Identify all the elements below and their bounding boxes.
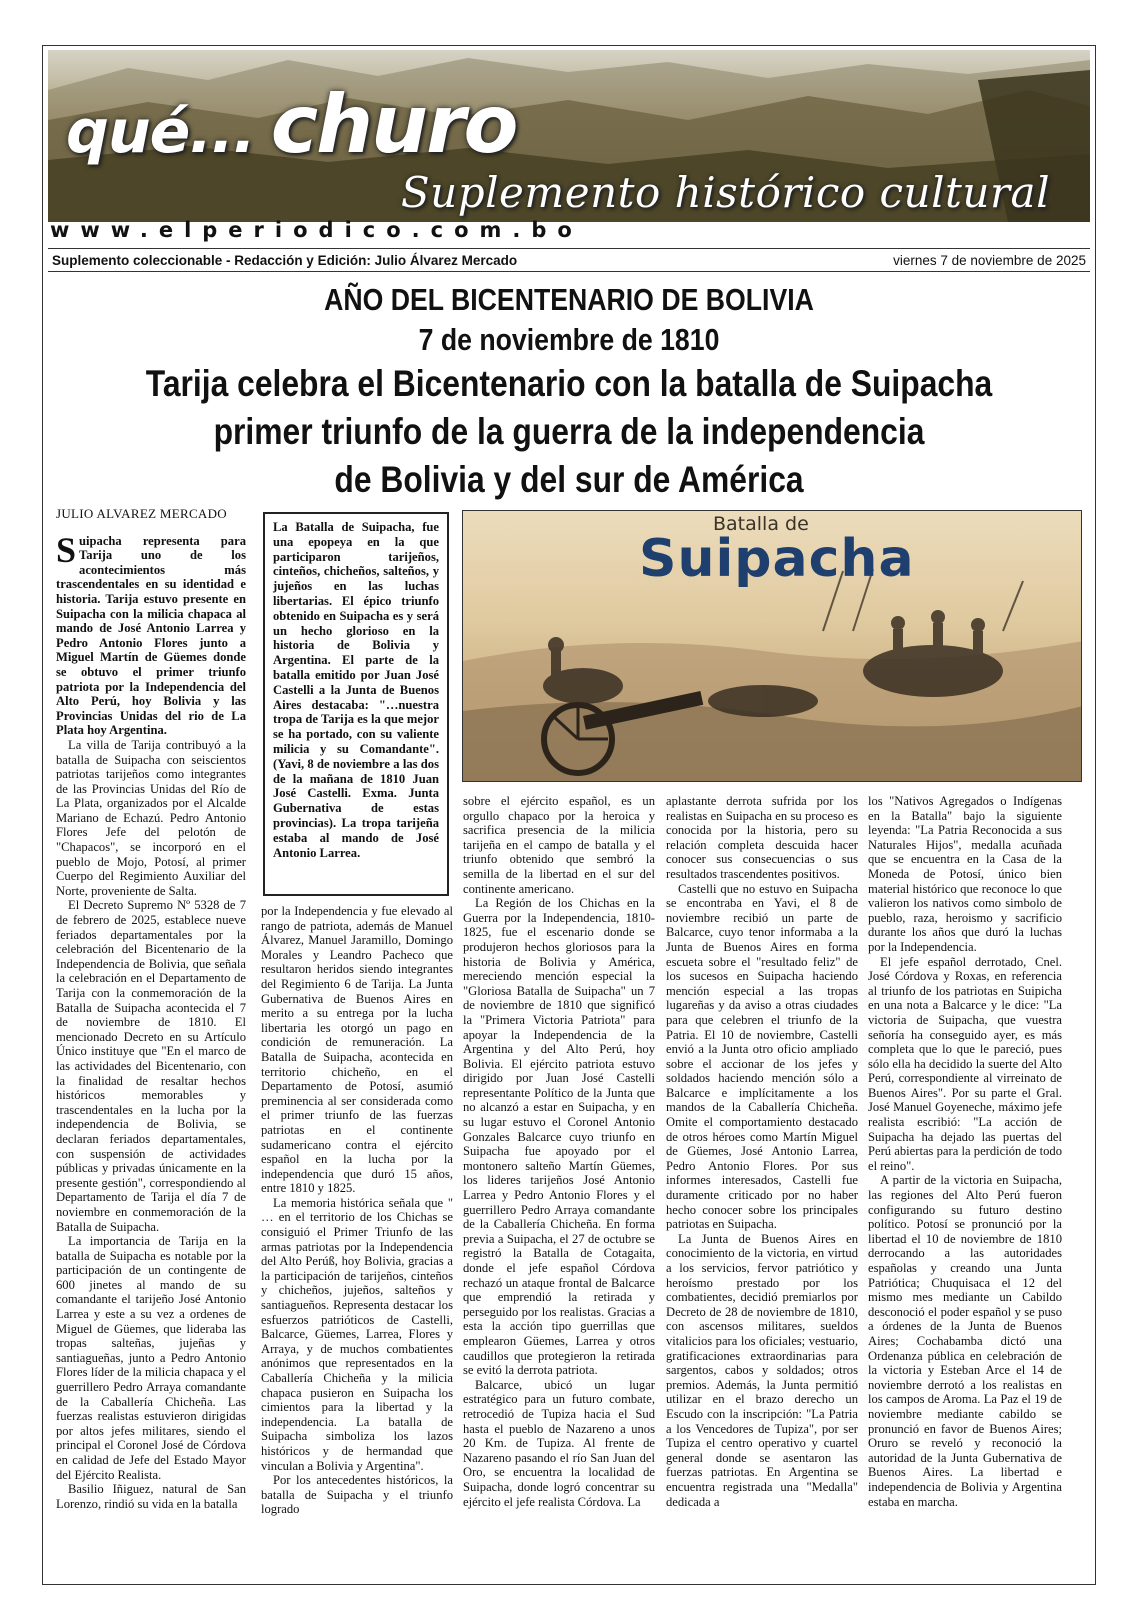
paragraph: los "Nativos Agregados o Indígenas en la Batalla" bajo la siguiente leyenda: "La Patria Reconocida a sus Naturales Hijos", medalla acuñada que se encuentra en la Casa de la Moneda de Potosí, único bien material histórico que reconoce lo que valieron los nativos como simbolo de pueblo, raza, heroismo y sacrificio durante los años que duró la luchas por la Independencia.	[868, 794, 1062, 954]
paragraph: La Junta de Buenos Aires en conocimiento de la victoria, en virtud a los servicios, fervor patriótico y heroísmo prestado por los combatientes, decidió premiarlos por Decreto de 28 de noviembre de 1810, con ascensos militares, sueldos vitalicios para los oficiales; vestuario, gratificaciones extraordinarias para sargentos, cabos y soldados; otros premios. Además, la Junta permitió utilizar en el brazo derecho un Escudo con la inscripción: "La Patria a los Vencedores de Tupiza", por ser Tupiza el centro operativo y cuartel general donde se asentaron las fuerzas patriotas. En Argentina se encuentra registrada una "Medalla" dedicada a	[666, 1231, 858, 1509]
paragraph: Basilio Iñiguez, natural de San Lorenzo, rindió su vida en la batalla	[56, 1482, 246, 1511]
paragraph: La Región de los Chichas en la Guerra por la Independencia, 1810-1825, fue el escenario donde se produjeron hechos gloriosos para la historia de Bolivia y América, mereciendo mención especial la "Gloriosa Batalla de Suipacha" un 7 de noviembre de 1810 que significó la "Primera Victoria Patriota" para apoyar la Independencia de la Argentina y del Alto Perú, hoy Bolivia. El ejército patriota estuvo dirigido por Juan José Castelli representante Político de la Junta que no alcanzó a estar en Suipacha, y en su lugar estuvo el Coronel Antonio Gonzales Balcarce cuyo triunfo en Suipacha fue apoyado por el montonero salteño Martín Güemes, los lideres tarijeños José Antonio Larrea y Pedro Antonio Flores y el guerrillero Pedro Arraya comandante de la Caballería Chicheña. En forma previa a Suipacha, el 27 de octubre se registró la Batalla de Cotagaita, donde el jefe español Córdova rechazó un ataque frontal de Balcarce que emprendió la retirada y perseguido por los realistas. Gracias a esta la acción tipo guerrillas que emplearon Güemes, Larrea y otros caudillos que protegieron la retirada se evitó la derrota patriota.	[463, 896, 655, 1378]
supplement-credit: Suplemento coleccionable - Redacción y Edición: Julio Álvarez Mercado	[52, 252, 518, 268]
paragraph: Balcarce, ubicó un lugar estratégico para un futuro combate, retrocedió de Tupiza hacia el Sud hasta el pueblo de Nazareno a unos 20 Km. de Tupiza. Al frente de Nazareno pasando el río San Juan del Oro, se encuentra la localidad de Suipacha, donde logró concentrar su ejército el jefe realista Córdova. La	[463, 1377, 655, 1509]
article-column-2	[261, 904, 453, 1582]
paragraph: La memoria histórica señala que " … en el territorio de los Chichas se consiguió el Primer Triunfo de las armas patriotas por la Independencia del Alto Perúß, hoy Bolivia, gracias a la participación de tarijeños, cinteños y chicheños, jujeños, salteños y santiagueños. Representa destacar los esfuerzos patrióticos de Castelli, Balcarce, Güemes, Larrea, Flores y Arraya, y de muchos combatientes anónimos que representados en la Caballería Chicheña y la milicia chapaca pusieron en Suipacha los cimientos para la libertad y la independencia. La batalla de Suipacha simboliza los lazos históricos y de hermandad que vinculan a Bolivia y Argentina".	[261, 1195, 453, 1473]
headline-line-3: Tarija celebra el Bicentenario con la batalla de Suipacha	[145, 363, 993, 404]
headline	[48, 280, 1090, 504]
highlight-box: La Batalla de Suipacha, fue una epopeya en la que participaron tarijeños, cinteños, chicheños, salteños, y jujeños en las luchas libertarias. El épico triunfo obtenido en Suipacha es y será un hecho glorioso en la historia de Bolivia y Argentina. El parte de la batalla emitido por Juan José Castelli a la Junta de Buenos Aires destacaba: "…nuestra tropa de Tarija es la que mejor se ha portado, con su valiente milicia y su Comandante". (Yavi, 8 de noviembre a las dos de la mañana de 1810 Juan José Castelli. Exma. Junta Gubernativa de estas provincias). La tropa tarijeña estaba al mando de José Antonio Larrea.	[263, 512, 449, 896]
headline-line-4: primer triunfo de la guerra de la independencia	[213, 411, 925, 452]
article-column-1	[56, 507, 246, 1582]
paragraph: sobre el ejército español, es un orgullo chapaco por la heroica y sacrifica presencia de la milicia tarijeña en el campo de batalla y el triunfo obtenido que sembró la semilla de la libertad en el sur del continente americano.	[463, 794, 655, 896]
info-bar	[48, 248, 1090, 272]
headline-line-5: de Bolivia y del sur de América	[334, 459, 804, 500]
tagline: Suplemento histórico cultural	[400, 168, 1050, 217]
article-column-5	[868, 794, 1062, 1582]
logo	[66, 78, 517, 171]
lead-text: uipacha representa para Tarija uno de los acontecimientos más trascendentales en su identidad e historia. Tarija estuvo presente en Suipacha con la milicia chapaca al mando de José Antonio Larrea y Pedro Antonio Flores junto a Miguel Martín de Güemes donde se obtuvo el primer triunfo patriota por la Independencia del Alto Perú, hoy Bolivia y las Provincias Unidas del rio de La Plata hoy Argentina.	[56, 533, 246, 738]
image-title-small: Batalla de	[713, 513, 809, 535]
logo-text-part2: churo	[270, 78, 517, 171]
article-column-4	[666, 794, 858, 1582]
issue-date: viernes 7 de noviembre de 2025	[893, 252, 1086, 268]
article-column-3	[463, 794, 655, 1582]
paragraph: La importancia de Tarija en la batalla de Suipacha es notable por la participación de un contingente de 600 jinetes al mando de su comandante el tarijeño José Antonio Larrea y este a su vez a ordenes de Miguel de Güemes, que lideraba las tropas salteñas, jujeñas y santiagueñas, junto a Pedro Antonio Flores líder de la milicia chapaca y el guerrillero Pedro Arraya comandante de la Caballería Chicheña. Las fuerzas realistas estuvieron dirigidas por altos jefes militares, siendo el principal el Coronel José de Córdova en calidad de Jefe del Estado Mayor del Ejército Realista.	[56, 1234, 246, 1482]
headline-line-1: AÑO DEL BICENTENARIO DE BOLIVIA	[324, 282, 814, 317]
paragraph: aplastante derrota sufrida por los realistas en Suipacha en su proceso es conocida por la historia, pero su relación completa descuida hacer conocer sus consecuencias o sus resultados trascendentes positivos.	[666, 794, 858, 881]
logo-text-part1: qué...	[66, 97, 255, 167]
image-title-big: Suipacha	[639, 529, 915, 589]
paragraph: por la Independencia y fue elevado al rango de patriota, además de Manuel Álvarez, Manuel Jaramillo, Domingo Morales y Leandro Pacheco que resultaron heridos siendo integrantes del Regimiento 6 de Tarija. La Junta Gubernativa de Buenos Aires en merito a su entrega por la lucha libertaria les otorgó un pago en condición de remuneración. La Batalla de Suipacha, acontecida en territorio chicheño, en el Departamento de Potosí, asumió preminencia al ser considerada como el primer triunfo de las fuerzas patriotas en el continente sudamericano contra el ejército español en la lucha por la independencia que duró 15 años, entre 1810 y 1825.	[261, 904, 453, 1196]
battle-illustration	[462, 510, 1082, 782]
paragraph: El jefe español derrotado, Cnel. José Córdova y Roxas, en referencia al triunfo de los patriotas en Suipicha en una nota a Balcarce y le dice: "La victoria de Suipacha, que vuestra señoría ha conseguido ayer, es más completa que lo que le pareció, pues sólo ella ha decidido la suerte del Alto Perú, correspondiente al virreinato de Buenos Aires". Por su parte el Gral. José Manuel Goyeneche, máximo jefe realista escribió: "La acción de Suipacha ha dejado las puertas del Perú abiertas para la perdición de todo el reino".	[868, 954, 1062, 1173]
byline: JULIO ALVAREZ MERCADO	[56, 507, 227, 521]
lead-paragraph	[56, 529, 246, 738]
masthead-banner	[48, 50, 1090, 222]
paragraph: A partir de la victoria en Suipacha, las regiones del Alto Perú fueron configurando su futuro destino político. Potosí se pronunció por la libertad el 10 de noviembre de 1810 derrocando a las autoridades españolas y creando una Junta Patriótica; Chuquisaca el 12 del mismo mes mediante un Cabildo desconoció el poder español y se puso a órdenes de la Junta de Buenos Aires; Cochabamba dictó una Ordenanza pública en celebración de la victoria y Esteban Arce el 14 de noviembre derrotó a los realistas en los campos de Aroma. La Paz el 19 de noviembre mediante cabildo se pronunció en favor de Buenos Aires; Oruro se reveló y reconoció la autoridad de la Junta Gubernativa de Buenos Aires. La libertad e independencia de Bolivia y Argentina estaba en marcha.	[868, 1173, 1062, 1509]
paragraph: Por los antecedentes históricos, la batalla de Suipacha y el triunfo logrado	[261, 1473, 453, 1517]
paragraph: La villa de Tarija contribuyó a la batalla de Suipacha con seiscientos patriotas tarijeños como integrantes de las Provincias Unidas del Río de La Plata, organizados por el Alcalde Mariano de Echazú. Pedro Antonio Flores Jefe del pelotón de "Chapacos", se incorporó en el pueblo de Mojo, Potosí, al primer Cuerpo del Regimiento Auxiliar del Norte, proveniente de Salta.	[56, 737, 246, 898]
headline-line-2: 7 de noviembre de 1810	[418, 322, 720, 357]
paragraph: El Decreto Supremo Nº 5328 de 7 de febrero de 2025, establece nueve feriados departamentales por la celebración del Bicentenario de la Independencia de Bolivia, que señala la celebración en el Departamento de Tarija con la conmemoración de la Batalla de Suipacha acontecida el 7 de noviembre de 1810. El mencionado Decreto en su Artículo Único instituye que "En el marco de las actividades del Bicentenario, con la finalidad de resaltar hechos históricos memorables y trascendentales en la lucha por la independencia de Bolivia, se declaran feriados departamentales, con suspensión de actividades públicas y privadas únicamente en la presente gestión", correspondiendo al Departamento de Tarija el día 7 de noviembre en conmemoración de la Batalla de Suipacha.	[56, 898, 246, 1234]
drop-cap: S	[56, 529, 77, 570]
paragraph: Castelli que no estuvo en Suipacha se encontraba en Yavi, el 8 de noviembre recibió un parte de Balcarce, cuyo tenor informaba a la Junta de Buenos Aires en forma escueta sobre el "resultado feliz" de los sucesos en Suipacha haciendo mención especial a las tropas lugareñas y da aviso a otras ciudades para que celebren el triunfo de la Patria. El 10 de noviembre, Castelli envió a la Junta otro oficio ampliado sobre el accionar de los jefes y soldados haciendo mención sólo a Balcarce e implícitamente a los mandos de la Caballería Chicheña. Omite el comportamiento destacado de otros héroes como Martín Miguel de Güemes, José Antonio Larrea, Pedro Antonio Flores. Por sus informes interesados, Castelli fue duramente criticado por no haber hecho conocer sobre los principales patriotas en Suipacha.	[666, 881, 858, 1232]
website-url: www.elperiodico.com.bo	[50, 218, 583, 242]
